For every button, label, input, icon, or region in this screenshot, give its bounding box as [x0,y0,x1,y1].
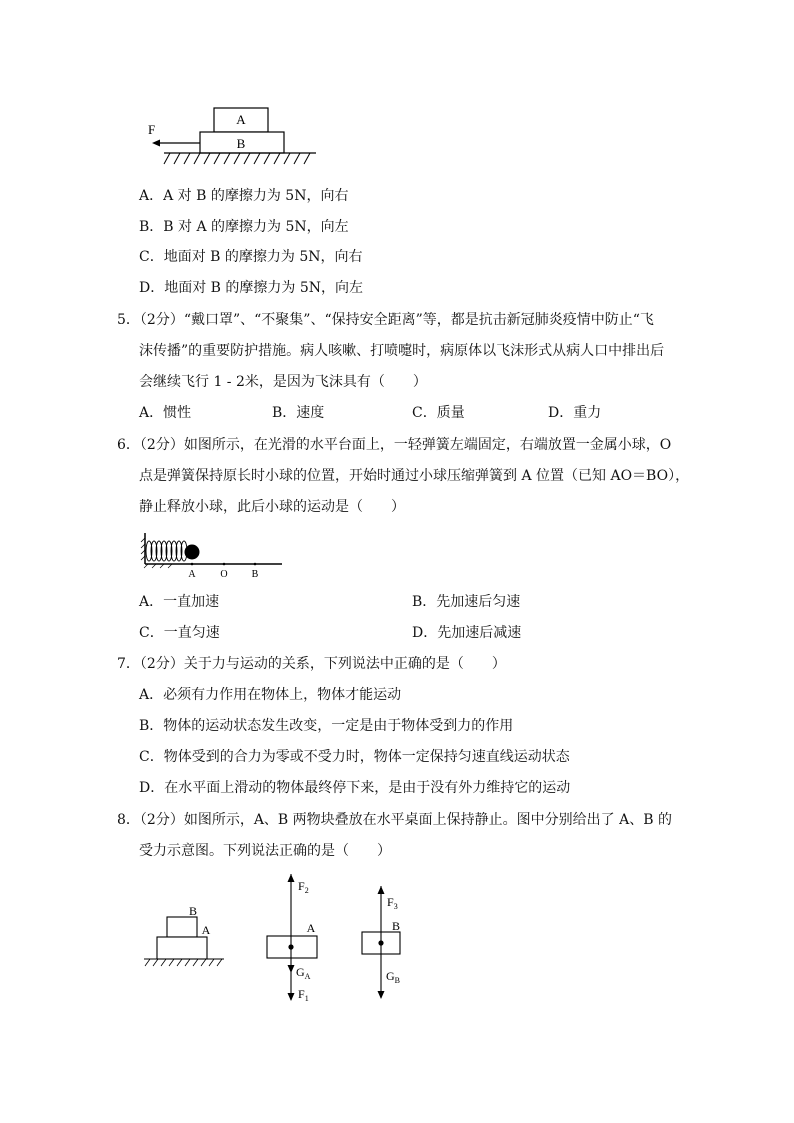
q5-option-b: B．速度 [272,405,325,421]
q6-stem-line-2: 点是弹簧保持原长时小球的位置，开始时通过小球压缩弹簧到 A 位置（已知 AO＝BO）， [139,468,690,484]
label-b: B [251,569,259,580]
figure-spring-ball [140,530,290,585]
q5-stem-line-3: 会继续飞行 1 - 2米，是因为飞沫具有（ ） [139,374,427,390]
figure-stacked-blocks-with-force [140,102,320,172]
label-f: F [148,122,156,137]
q6-option-d: D．先加速后减速 [412,625,522,641]
point-o [223,563,226,566]
arrow-f1 [288,993,295,1001]
q4-option-c: C．地面对 B 的摩擦力为 5N，向右 [139,249,363,265]
label-gb: $G_B$ [386,969,401,985]
ground-hatching [164,153,310,164]
arrow-ga [288,965,295,973]
stack-label-b: B [188,904,198,918]
arrow-f3 [378,886,385,894]
stacked-blocks [144,904,224,966]
point-b [254,563,257,566]
q5-stem-line-1: 5．（2分）“戴口罩”、“不聚集”、“保持安全距离”等，都是抗击新冠肺炎疫情中防止“飞 [117,312,654,328]
arrow-gb [378,991,385,999]
q6-stem-line-1: 6．（2分）如图所示，在光滑的水平台面上，一轻弹簧左端固定，右端放置一金属小球，O [117,437,672,453]
arrow-f2 [288,874,295,882]
metal-ball [185,545,200,560]
table-hatching [145,959,222,966]
q7-option-d: D．在水平面上滑动的物体最终停下来，是由于没有外力维持它的运动 [139,780,571,796]
q7-option-a: A．必须有力作用在物体上，物体才能运动 [139,687,402,703]
label-a: A [306,921,316,935]
point-a [191,563,194,566]
q4-option-d: D．地面对 B 的摩擦力为 5N，向左 [139,280,364,296]
label-a: A [188,569,196,580]
label-a: A [236,112,246,127]
figure-force-diagrams [140,872,420,1007]
q5-option-c: C．质量 [412,405,465,421]
q7-option-b: B．物体的运动状态发生改变，一定是由于物体受到力的作用 [139,718,514,734]
q5-stem-line-2: 沫传播”的重要防护措施。病人咳嗽、打喷嚏时，病原体以飞沫形式从病人口中排出后 [139,343,665,359]
q8-stem-line-2: 受力示意图。下列说法正确的是（ ） [139,843,391,859]
q4-option-b: B．B 对 A 的摩擦力为 5N，向左 [139,219,349,235]
q4-option-a: A．A 对 B 的摩擦力为 5N，向右 [139,188,349,204]
label-f3: $F_3$ [387,895,398,911]
block-a [157,937,207,959]
q6-option-b: B．先加速后匀速 [412,594,521,610]
label-b: B [391,919,401,933]
fbd-block-b [362,886,400,999]
label-f1: $F_1$ [298,987,309,1003]
q5-option-d: D．重力 [548,405,602,421]
fbd-block-a [267,874,317,1003]
label-o: O [220,569,228,580]
q7-stem-line-1: 7．（2分）关于力与运动的关系，下列说法中正确的是（ ） [117,656,506,672]
label-ga: $G_A$ [296,965,311,981]
stack-label-a: A [201,923,211,937]
spring [146,541,187,561]
q7-option-c: C．物体受到的合力为零或不受力时，物体一定保持匀速直线运动状态 [139,749,570,765]
label-b: B [236,136,246,151]
center-b [378,940,383,945]
q6-option-a: A．一直加速 [139,594,220,610]
force-arrowhead [152,140,160,147]
q6-option-c: C．一直匀速 [139,625,220,641]
q6-stem-line-3: 静止释放小球，此后小球的运动是（ ） [139,499,405,515]
center-a [288,944,293,949]
label-f2: $F_2$ [298,879,309,895]
q5-option-a: A．惯性 [139,405,192,421]
block-b [167,917,197,937]
q8-stem-line-1: 8．（2分）如图所示，A、B 两物块叠放在水平桌面上保持静止。图中分别给出了 A、B 的 [117,812,672,828]
